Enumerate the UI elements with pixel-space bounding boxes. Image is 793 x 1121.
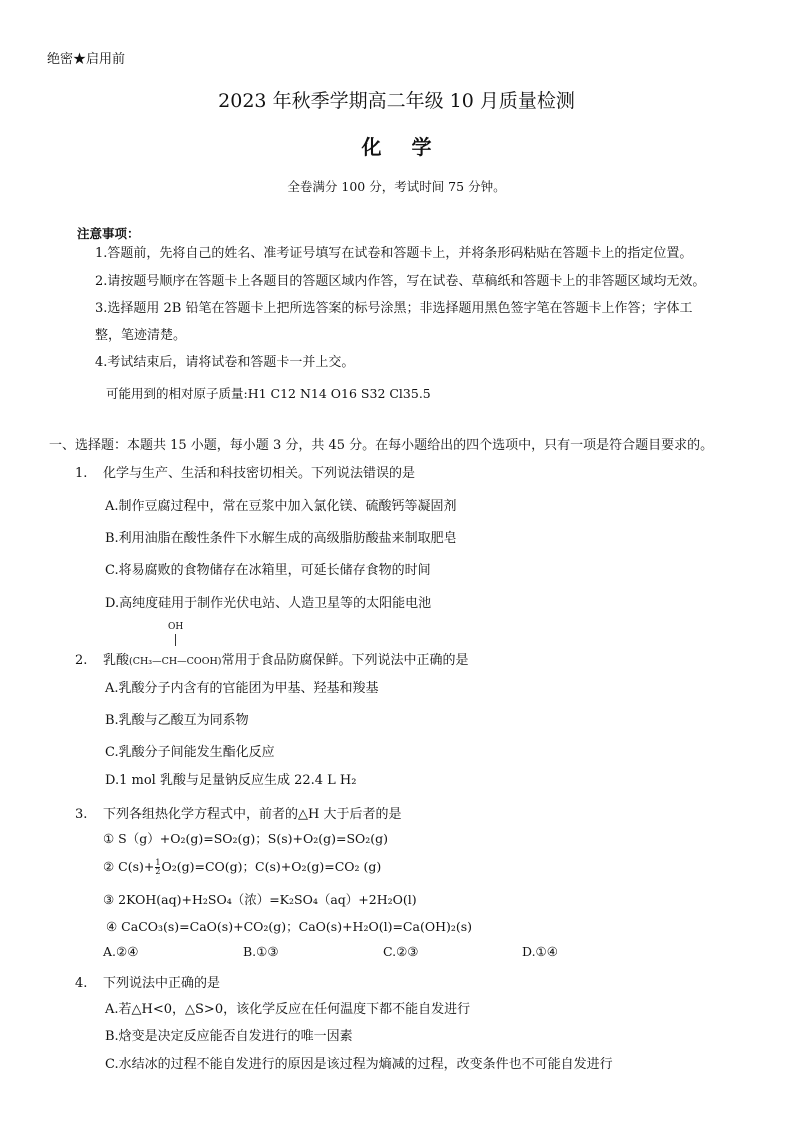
atomic-masses: 可能用到的相对原子质量:H1 C12 N14 O16 S32 Cl35.5 — [106, 386, 431, 401]
question-1-option-d: D.高纯度硅用于制作光伏电站、人造卫星等的太阳能电池 — [105, 596, 432, 611]
equation-1: ① S（g）+O₂(g)=SO₂(g)；S(s)+O₂(g)=SO₂(g) — [103, 831, 389, 846]
notice-item: 整，笔迹清楚。 — [95, 328, 187, 343]
fraction-half — [155, 859, 160, 876]
question-2-option-c: C.乳酸分子间能发生酯化反应 — [105, 745, 275, 760]
question-text-post: 常用于食品防腐保鲜。下列说法中正确的是 — [221, 653, 469, 668]
question-4-option-c: C.水结冰的过程不能自发进行的原因是该过程为熵减的过程，改变条件也不可能自发进行 — [105, 1057, 613, 1072]
section-heading: 一、选择题：本题共 15 小题，每小题 3 分，共 45 分。在每小题给出的四个选项中，只有一项是符合题目要求的。 — [49, 438, 714, 453]
bond-line — [175, 634, 176, 646]
question-number: 1. — [75, 466, 88, 481]
secret-label: 绝密★启用前 — [47, 52, 126, 67]
equation-2 — [103, 857, 381, 876]
exam-title: 2023 年秋季学期高二年级 10 月质量检测 — [218, 90, 575, 112]
structural-formula: (CH₃—CH—COOH) — [129, 656, 222, 667]
question-text: 下列说法中正确的是 — [103, 976, 221, 991]
fraction-denominator: 2 — [155, 867, 161, 876]
subject-title: 化学 — [361, 135, 462, 159]
question-2-option-a: A.乳酸分子内含有的官能团为甲基、羟基和羧基 — [105, 681, 379, 696]
question-3-choice-d: D.①④ — [522, 944, 558, 959]
question-4-option-a: A.若△H<0，△S>0，该化学反应在任何温度下都不能自发进行 — [105, 1002, 471, 1017]
notice-item: 3.选择题用 2B 铅笔在答题卡上把所选答案的标号涂黑；非选择题用黑色签字笔在答题卡上作答；字体工 — [95, 301, 693, 316]
question-3-choice-c: C.②③ — [383, 944, 419, 959]
question-1-option-a: A.制作豆腐过程中，常在豆浆中加入氯化镁、硫酸钙等凝固剂 — [105, 499, 457, 514]
question-4-option-b: B.焓变是决定反应能否自发进行的唯一因素 — [105, 1029, 353, 1044]
equation-2-pre: ② C(s)+ — [103, 859, 155, 874]
hydroxyl-label: OH — [168, 622, 184, 632]
score-info: 全卷满分 100 分，考试时间 75 分钟。 — [287, 179, 506, 194]
question-1-option-b: B.利用油脂在酸性条件下水解生成的高级脂肪酸盐来制取肥皂 — [105, 531, 457, 546]
notice-item: 2.请按题号顺序在答题卡上各题目的答题区域内作答，写在试卷、草稿纸和答题卡上的非答题区域均无效。 — [95, 274, 706, 289]
equation-2-post: O₂(g)=CO(g)；C(s)+O₂(g)=CO₂ (g) — [161, 859, 382, 874]
notice-item: 1.答题前，先将自己的姓名、准考证号填写在试卷和答题卡上，并将条形码粘贴在答题卡上的指定位置。 — [95, 246, 693, 261]
question-number: 3. — [75, 807, 88, 822]
equation-4: ④ CaCO₃(s)=CaO(s)+CO₂(g)；CaO(s)+H₂O(l)=Ca(OH)₂(s) — [106, 919, 473, 934]
question-text-pre: 乳酸 — [103, 653, 130, 668]
question-1-stem — [75, 462, 415, 481]
question-2-stem — [75, 649, 469, 668]
question-2-option-d: D.1 mol 乳酸与足量钠反应生成 22.4 L H₂ — [105, 773, 357, 788]
question-text: 化学与生产、生活和科技密切相关。下列说法错误的是 — [103, 466, 416, 481]
question-2-option-b: B.乳酸与乙酸互为同系物 — [105, 713, 249, 728]
question-number: 4. — [75, 976, 88, 991]
question-3-choice-b: B.①③ — [243, 944, 279, 959]
question-3-choice-a: A.②④ — [103, 944, 139, 959]
question-4-stem — [75, 972, 220, 991]
question-1-option-c: C.将易腐败的食物储存在冰箱里，可延长储存食物的时间 — [105, 563, 431, 578]
question-3-stem — [75, 803, 401, 822]
question-text: 下列各组热化学方程式中，前者的△H 大于后者的是 — [103, 807, 402, 822]
equation-3: ③ 2KOH(aq)+H₂SO₄（浓）=K₂SO₄（aq）+2H₂O(l) — [103, 892, 417, 907]
notice-item: 4.考试结束后，请将试卷和答题卡一并上交。 — [95, 355, 355, 370]
notice-title: 注意事项： — [77, 226, 140, 241]
fraction-numerator: 1 — [155, 858, 161, 867]
question-number: 2. — [75, 653, 88, 668]
